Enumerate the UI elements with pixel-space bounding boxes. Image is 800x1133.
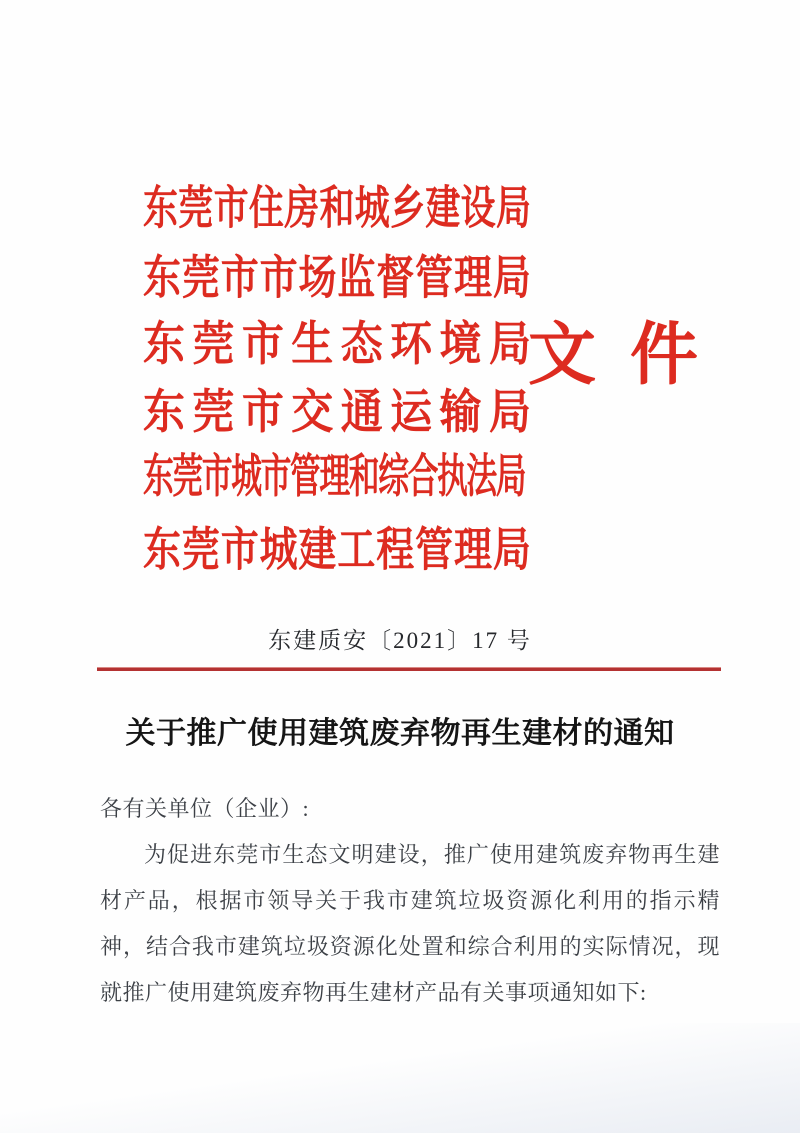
agency-name-line: 东 莞 市 交 通 运 输 局 [143, 387, 531, 440]
document-body [100, 786, 720, 1016]
body-paragraph: 为促进东莞市生态文明建设，推广使用建筑废弃物再生建材产品，根据市领导关于我市建筑垃圾资源化利用的指示精神，结合我市建筑垃圾资源化处置和综合利用的实际情况，现就推广使用建筑废弃物再生建材产品有关事项通知如下: [100, 842, 720, 1005]
salutation: 各有关单位（企业）: [100, 796, 310, 821]
agency-name-line: 东莞市城市管理和综合执法局 [143, 450, 526, 503]
doc-reference-number: 东建质安〔2021〕17 号 [268, 628, 532, 653]
agency-name-line: 东 莞 市 住 房 和 城 乡 建 设 局 [143, 182, 531, 235]
agency-name-line: 东 莞 市 城 建 工 程 管 理 局 [143, 524, 531, 577]
agency-name-line: 东 莞 市 生 态 环 境 局 [143, 319, 531, 372]
document-title: 关于推广使用建筑废弃物再生建材的通知 [125, 717, 675, 750]
red-divider-line [97, 667, 721, 671]
doc-type-stamp-label: 文件 [528, 317, 733, 393]
agency-name-line: 东 莞 市 市 场 监 督 管 理 局 [143, 252, 531, 305]
issuing-agencies-letterhead [143, 180, 531, 588]
